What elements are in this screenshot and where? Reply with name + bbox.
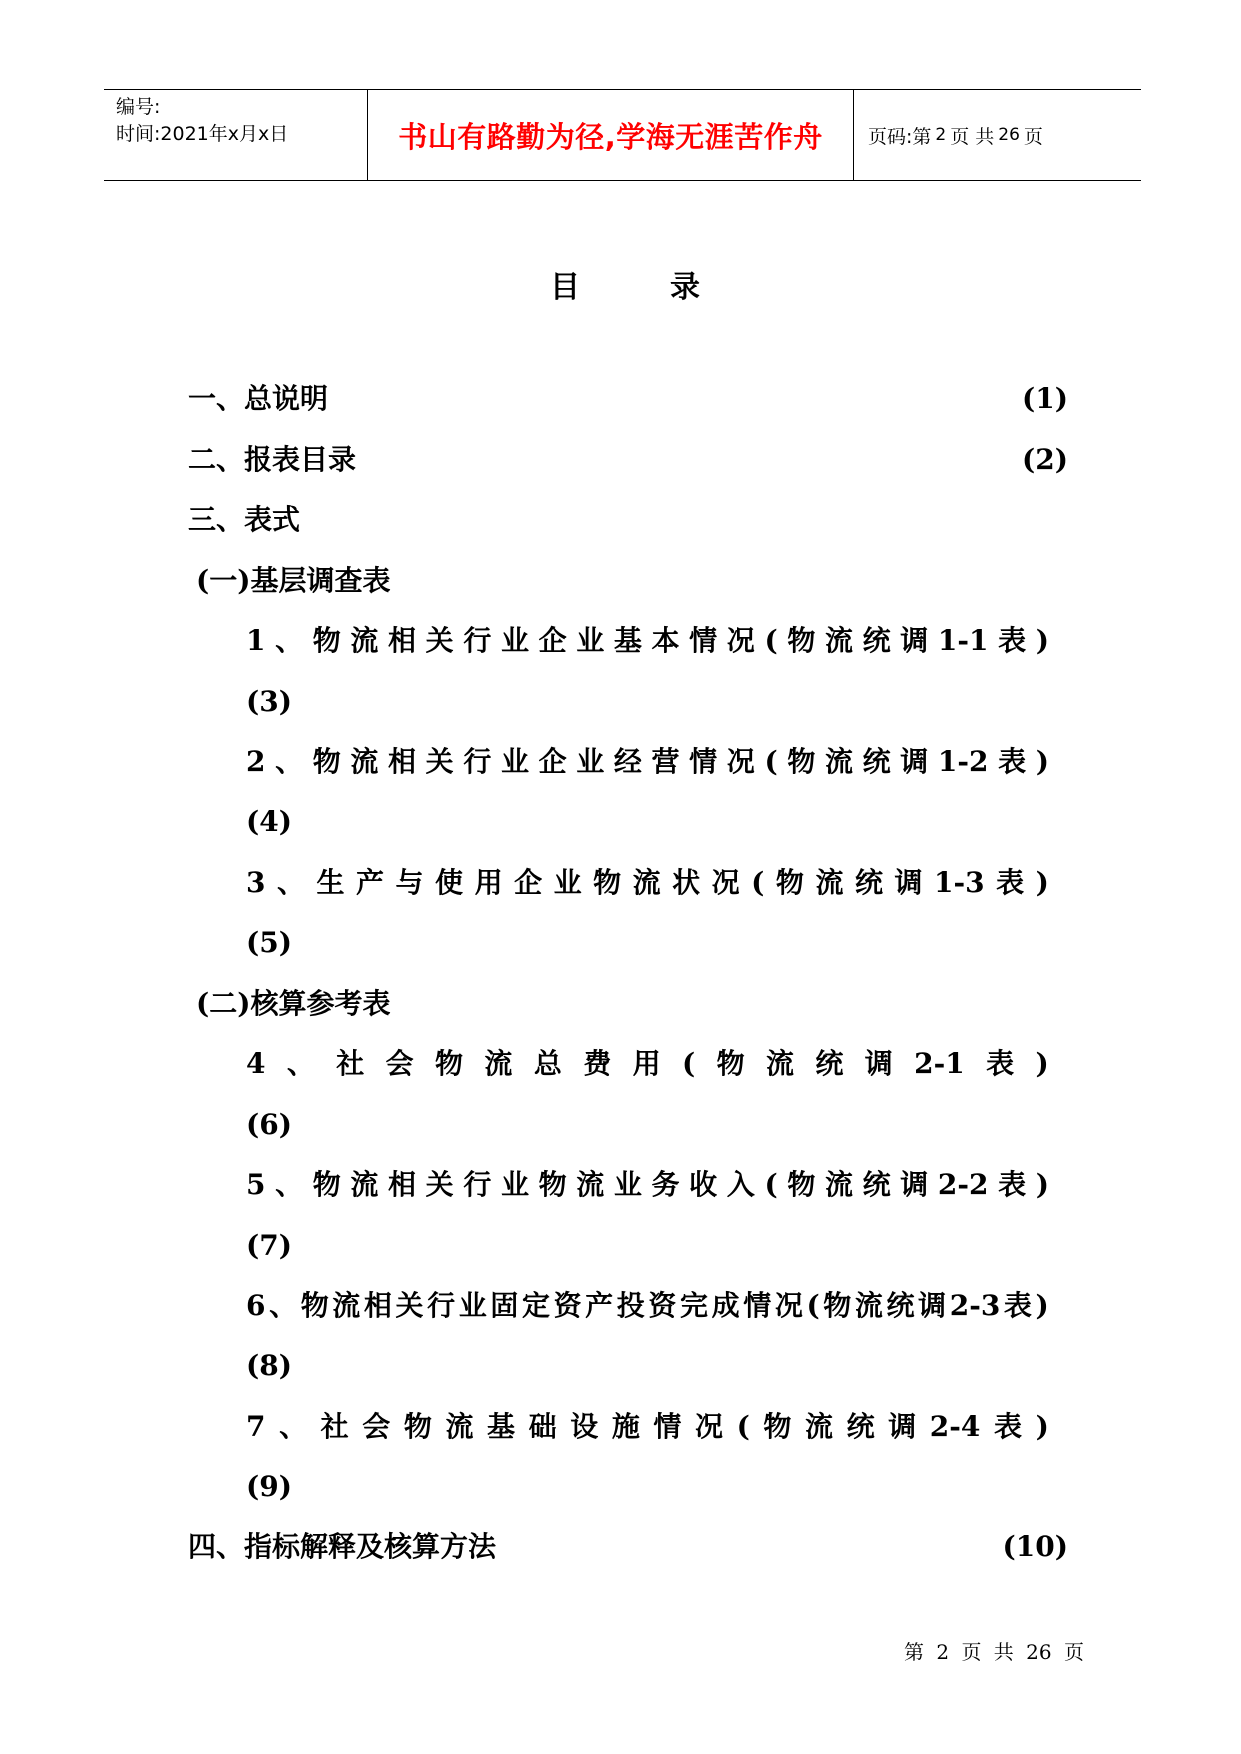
header-page-suffix: 页: [1023, 125, 1043, 148]
header-page-current: 2: [935, 125, 947, 145]
toc-item-2[interactable]: [246, 742, 1049, 782]
toc-char: 流: [766, 1047, 795, 1080]
toc-char: 物: [312, 624, 341, 657]
toc-char: 调: [900, 745, 929, 778]
toc-char: 相: [388, 624, 417, 657]
toc-char: 经: [613, 745, 642, 778]
toc-char: 统: [846, 1410, 875, 1443]
toc-char: 物: [787, 1168, 816, 1201]
header-motto: 书山有路勤为径,学海无涯苦作舟: [368, 90, 854, 180]
toc-page-report-catalog: (2): [1022, 443, 1068, 476]
toc-entry-general-notes[interactable]: 一、总说明: [188, 382, 329, 415]
toc-char: 用: [632, 1047, 661, 1080]
toc-char: 物: [312, 745, 341, 778]
toc-entry-indicator-explanation[interactable]: 四、指标解释及核算方法: [188, 1530, 497, 1563]
toc-char: 1-3: [933, 866, 985, 899]
header-page-total: 26: [998, 125, 1020, 145]
toc-char: 业: [576, 745, 605, 778]
toc-char: 情: [689, 745, 718, 778]
toc-char: 业: [576, 624, 605, 657]
toc-char: 情: [743, 1289, 772, 1322]
toc-char: 流: [815, 866, 844, 899]
toc-char: 关: [395, 1289, 424, 1322]
toc-char: 行: [463, 745, 492, 778]
toc-item-1-page: (3): [246, 685, 292, 718]
toc-char: 表: [1003, 1289, 1032, 1322]
toc-entry-forms[interactable]: 三、表式: [188, 503, 301, 536]
toc-char: 2-2: [937, 1168, 989, 1201]
toc-char: 况: [726, 745, 755, 778]
header-meta: [104, 90, 368, 180]
toc-char: 业: [613, 1168, 642, 1201]
toc-char: 企: [538, 624, 567, 657]
toc-char: 物: [775, 866, 804, 899]
toc-char: 总: [533, 1047, 562, 1080]
toc-char: 会: [362, 1410, 391, 1443]
toc-char: 关: [425, 624, 454, 657]
toc-char: 调: [900, 624, 929, 657]
toc-char: 基: [613, 624, 642, 657]
toc-char: ): [1035, 1168, 1049, 1201]
toc-char: 企: [538, 745, 567, 778]
toc-char: 况: [774, 1289, 803, 1322]
toc-char: 业: [553, 866, 582, 899]
toc-char: 情: [689, 624, 718, 657]
toc-char: 物: [593, 866, 622, 899]
toc-char: 物: [312, 1168, 341, 1201]
toc-char: 固: [490, 1289, 519, 1322]
toc-char: 、: [279, 1410, 308, 1443]
toc-char: 1: [246, 624, 266, 657]
toc-char: 况: [726, 624, 755, 657]
toc-char: 流: [805, 1410, 834, 1443]
toc-group-accounting-reference[interactable]: (二)核算参考表: [196, 987, 391, 1020]
title-char-2: 录: [670, 270, 700, 305]
toc-char: 、: [286, 1047, 315, 1080]
toc-char: 统: [815, 1047, 844, 1080]
toc-item-5[interactable]: [246, 1165, 1049, 1205]
toc-char: 本: [651, 624, 680, 657]
toc-char: 生: [316, 866, 345, 899]
toc-item-6-page: (8): [246, 1349, 292, 1382]
toc-char: 流: [632, 866, 661, 899]
document-header: [104, 89, 1141, 181]
toc-char: 相: [388, 745, 417, 778]
toc-char: 统: [854, 866, 883, 899]
toc-item-3-page: (5): [246, 926, 292, 959]
toc-char: 使: [435, 866, 464, 899]
toc-char: 与: [395, 866, 424, 899]
toc-char: (: [806, 1289, 820, 1322]
toc-char: 1-2: [937, 745, 989, 778]
toc-char: 设: [570, 1410, 599, 1443]
toc-char: 业: [500, 745, 529, 778]
toc-char: (: [751, 866, 765, 899]
toc-char: ): [1035, 624, 1049, 657]
toc-char: 状: [672, 866, 701, 899]
toc-char: 物: [787, 624, 816, 657]
toc-char: 行: [427, 1289, 456, 1322]
toc-char: 业: [500, 1168, 529, 1201]
toc-char: 、: [275, 745, 304, 778]
toc-char: 流: [824, 624, 853, 657]
toc-char: 完: [680, 1289, 709, 1322]
toc-char: 物: [716, 1047, 745, 1080]
toc-char: 相: [388, 1168, 417, 1201]
toc-item-3[interactable]: [246, 863, 1049, 903]
toc-char: 2: [246, 745, 266, 778]
toc-char: 关: [425, 745, 454, 778]
toc-page-indicator-explanation: (10): [1002, 1530, 1068, 1563]
toc-char: 调: [864, 1047, 893, 1080]
toc-char: 、: [276, 866, 305, 899]
toc-char: 物: [823, 1289, 852, 1322]
toc-char: 统: [862, 1168, 891, 1201]
toc-page-general-notes: (1): [1022, 382, 1068, 415]
toc-char: 社: [320, 1410, 349, 1443]
toc-char: 产: [585, 1289, 614, 1322]
toc-char: 调: [918, 1289, 947, 1322]
toc-char: 2-4: [929, 1410, 981, 1443]
toc-group-basic-survey[interactable]: (一)基层调查表: [196, 564, 391, 597]
toc-char: ): [1035, 1410, 1049, 1443]
toc-char: 统: [862, 624, 891, 657]
toc-char: 调: [900, 1168, 929, 1201]
toc-char: 行: [463, 1168, 492, 1201]
toc-char: 务: [651, 1168, 680, 1201]
toc-char: 资: [553, 1289, 582, 1322]
toc-char: 基: [487, 1410, 516, 1443]
toc-char: 况: [695, 1410, 724, 1443]
toc-char: 流: [350, 1168, 379, 1201]
toc-char: 流: [576, 1168, 605, 1201]
toc-char: 物: [763, 1410, 792, 1443]
toc-item-5-page: (7): [246, 1229, 292, 1262]
toc-char: 流: [350, 624, 379, 657]
toc-char: 资: [648, 1289, 677, 1322]
toc-char: ): [1035, 866, 1049, 899]
toc-char: 4: [246, 1047, 266, 1080]
header-time-label: 时间:2021年x月x日: [116, 123, 289, 145]
toc-char: 成: [711, 1289, 740, 1322]
toc-char: 情: [653, 1410, 682, 1443]
toc-char: (: [764, 745, 778, 778]
toc-char: 表: [993, 1410, 1022, 1443]
toc-char: 企: [514, 866, 543, 899]
toc-char: 投: [616, 1289, 645, 1322]
toc-char: 统: [886, 1289, 915, 1322]
toc-char: 产: [356, 866, 385, 899]
toc-char: 定: [521, 1289, 550, 1322]
toc-item-7-page: (9): [246, 1470, 292, 1503]
toc-item-7[interactable]: [246, 1407, 1049, 1447]
toc-char: ): [1035, 745, 1049, 778]
toc-char: 社: [336, 1047, 365, 1080]
toc-char: 流: [445, 1410, 474, 1443]
toc-entry-report-catalog[interactable]: 二、报表目录: [188, 443, 357, 476]
toc-char: 收: [689, 1168, 718, 1201]
toc-char: 流: [332, 1289, 361, 1322]
title-char-1: 目: [550, 270, 580, 305]
toc-char: 统: [862, 745, 891, 778]
toc-char: 业: [500, 624, 529, 657]
toc-char: (: [681, 1047, 696, 1080]
toc-char: 物: [300, 1289, 329, 1322]
toc-char: 物: [435, 1047, 464, 1080]
toc-char: 表: [996, 866, 1025, 899]
toc-char: ): [1035, 1289, 1049, 1322]
toc-item-4[interactable]: [246, 1044, 1049, 1084]
header-page-mid: 页 共: [950, 125, 995, 148]
toc-char: 2-1: [914, 1047, 965, 1080]
toc-char: ): [1035, 1047, 1049, 1080]
toc-char: 流: [484, 1047, 513, 1080]
toc-char: (: [764, 624, 778, 657]
toc-char: 调: [894, 866, 923, 899]
toc-char: 表: [986, 1047, 1015, 1080]
toc-char: 6: [246, 1289, 266, 1322]
toc-char: 流: [824, 1168, 853, 1201]
toc-char: (: [764, 1168, 778, 1201]
toc-char: 5: [246, 1168, 266, 1201]
toc-item-6[interactable]: [246, 1286, 1049, 1326]
toc-char: 物: [787, 745, 816, 778]
toc-char: 入: [726, 1168, 755, 1201]
toc-char: 况: [711, 866, 740, 899]
header-page-indicator: [854, 90, 1141, 180]
toc-char: 流: [824, 745, 853, 778]
toc-char: 流: [350, 745, 379, 778]
toc-char: 业: [458, 1289, 487, 1322]
toc-char: 费: [583, 1047, 612, 1080]
toc-char: 物: [403, 1410, 432, 1443]
toc-char: 物: [538, 1168, 567, 1201]
header-page-prefix: 页码:第: [868, 125, 932, 148]
toc-char: 7: [246, 1410, 266, 1443]
toc-char: 表: [998, 745, 1027, 778]
toc-char: 关: [425, 1168, 454, 1201]
toc-char: 础: [528, 1410, 557, 1443]
toc-item-2-page: (4): [246, 805, 292, 838]
toc-char: (: [736, 1410, 750, 1443]
header-number-label: 编号:: [116, 96, 161, 118]
toc-char: 表: [998, 1168, 1027, 1201]
footer-page-number: 第 2 页 共 26 页: [904, 1640, 1084, 1664]
toc-item-4-page: (6): [246, 1108, 292, 1141]
toc-char: 3: [246, 866, 266, 899]
toc-char: 用: [474, 866, 503, 899]
toc-char: 、: [275, 1168, 304, 1201]
toc-char: 1-1: [937, 624, 989, 657]
toc-char: 2-3: [949, 1289, 1001, 1322]
toc-char: 流: [854, 1289, 883, 1322]
toc-item-1[interactable]: [246, 621, 1049, 661]
toc-char: 营: [651, 745, 680, 778]
toc-char: 会: [385, 1047, 414, 1080]
toc-char: 调: [888, 1410, 917, 1443]
page-title: [550, 262, 700, 306]
toc-char: 相: [363, 1289, 392, 1322]
toc-char: 表: [998, 624, 1027, 657]
toc-char: 施: [611, 1410, 640, 1443]
toc-char: 、: [269, 1289, 298, 1322]
toc-char: 、: [275, 624, 304, 657]
toc-char: 行: [463, 624, 492, 657]
